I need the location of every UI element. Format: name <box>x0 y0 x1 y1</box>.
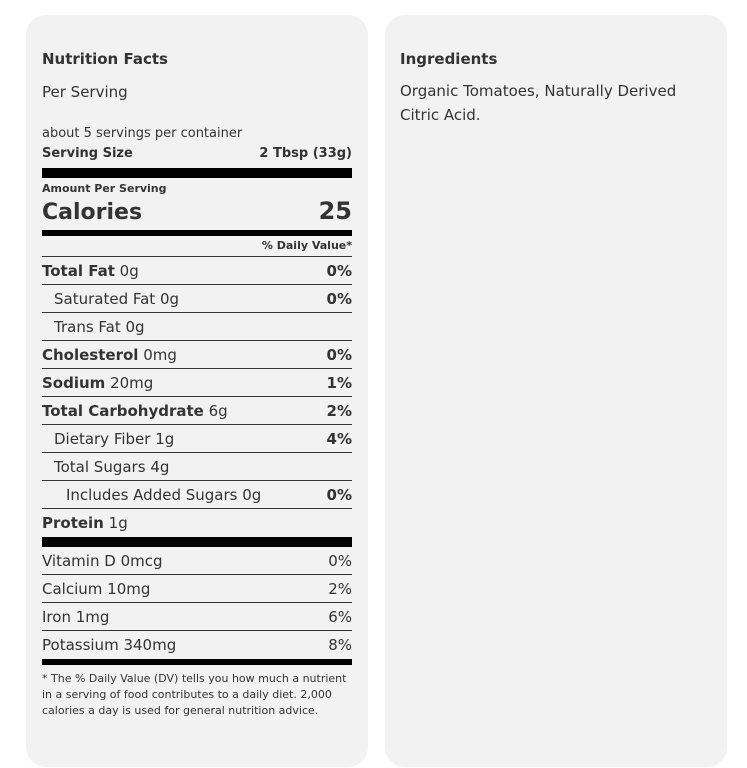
nutrient-amount: 0g <box>159 289 180 308</box>
nutrition-facts-panel <box>26 15 368 767</box>
nutrient-amount: 6g <box>208 401 228 420</box>
nutrient-label: Sodium <box>42 373 106 392</box>
vitamin-label: Vitamin D <box>42 551 116 570</box>
nutrient-label: Includes Added Sugars <box>66 485 238 504</box>
divider-thick <box>42 537 352 547</box>
vitamin-label: Potassium <box>42 636 119 654</box>
nutrient-row-sodium <box>42 369 352 397</box>
nutrient-amount: 0mg <box>143 345 177 364</box>
serving-size-value: 2 Tbsp (33g) <box>259 146 352 161</box>
nutrient-row-protein <box>42 509 352 537</box>
nutrient-row-added-sugars <box>42 481 352 509</box>
nutrient-amount: 0g <box>119 261 139 280</box>
nutrient-label: Total Sugars <box>54 457 146 476</box>
nutrient-row-total-sugars <box>42 453 352 481</box>
vitamin-dv: 2% <box>328 579 352 598</box>
nutrient-row-saturated-fat <box>42 285 352 313</box>
nutrient-dv: 0% <box>326 261 352 280</box>
vitamin-row-vitamin-d <box>42 547 352 575</box>
nutrient-amount: 0g <box>242 485 262 504</box>
nutrient-dv: 2% <box>326 401 352 420</box>
vitamin-dv: 8% <box>328 636 352 654</box>
vitamin-row-iron <box>42 603 352 631</box>
serving-size-row <box>42 146 352 162</box>
calories-value: 25 <box>318 197 352 225</box>
nutrition-title: Nutrition Facts <box>42 50 168 68</box>
nutrient-row-cholesterol <box>42 341 352 369</box>
vitamin-dv: 0% <box>328 551 352 570</box>
amount-per-serving-label: Amount Per Serving <box>42 182 167 195</box>
daily-value-footnote: * The % Daily Value (DV) tells you how much a nutrient in a serving of food contributes to a daily diet. 2,000 calories a day is used for general nutrition advice. <box>42 672 347 717</box>
nutrient-amount: 4g <box>150 457 170 476</box>
nutrient-dv: 1% <box>326 373 352 392</box>
serving-size-label: Serving Size <box>42 146 133 161</box>
nutrient-label: Protein <box>42 514 104 532</box>
nutrient-dv: 0% <box>326 485 352 504</box>
nutrient-label: Cholesterol <box>42 345 139 364</box>
divider-thick <box>42 168 352 178</box>
calories-row <box>42 196 352 228</box>
nutrient-row-trans-fat <box>42 313 352 341</box>
vitamin-amount: 10mg <box>107 579 151 598</box>
nutrient-row-total-carbohydrate <box>42 397 352 425</box>
daily-value-header: % Daily Value* <box>42 239 352 257</box>
nutrient-dv: 0% <box>326 289 352 308</box>
vitamin-row-calcium <box>42 575 352 603</box>
divider-medium <box>42 659 352 665</box>
nutrient-label: Trans Fat <box>54 317 121 336</box>
nutrient-amount: 1g <box>108 514 128 532</box>
ingredients-text: Organic Tomatoes, Naturally Derived Citric Acid. <box>400 82 677 124</box>
nutrient-amount: 20mg <box>110 373 154 392</box>
vitamin-amount: 1mg <box>75 607 110 626</box>
calories-label: Calories <box>42 200 143 225</box>
nutrient-row-dietary-fiber <box>42 425 352 453</box>
nutrient-label: Total Fat <box>42 261 115 280</box>
divider-medium <box>42 230 352 236</box>
vitamin-label: Iron <box>42 607 71 626</box>
ingredients-title: Ingredients <box>400 50 498 68</box>
servings-per-container: about 5 servings per container <box>42 126 243 141</box>
vitamin-amount: 340mg <box>123 636 177 654</box>
nutrient-row-total-fat <box>42 257 352 285</box>
nutrient-dv: 0% <box>326 345 352 364</box>
nutrient-dv: 4% <box>326 429 352 448</box>
per-serving-label: Per Serving <box>42 83 128 101</box>
vitamin-label: Calcium <box>42 579 103 598</box>
vitamin-amount: 0mcg <box>120 551 163 570</box>
nutrient-label: Saturated Fat <box>54 289 156 308</box>
ingredients-panel <box>385 15 727 767</box>
vitamin-row-potassium <box>42 631 352 659</box>
vitamin-dv: 6% <box>328 607 352 626</box>
nutrient-label: Dietary Fiber <box>54 429 151 448</box>
nutrient-amount: 0g <box>125 317 145 336</box>
nutrient-amount: 1g <box>155 429 175 448</box>
nutrient-label: Total Carbohydrate <box>42 401 204 420</box>
